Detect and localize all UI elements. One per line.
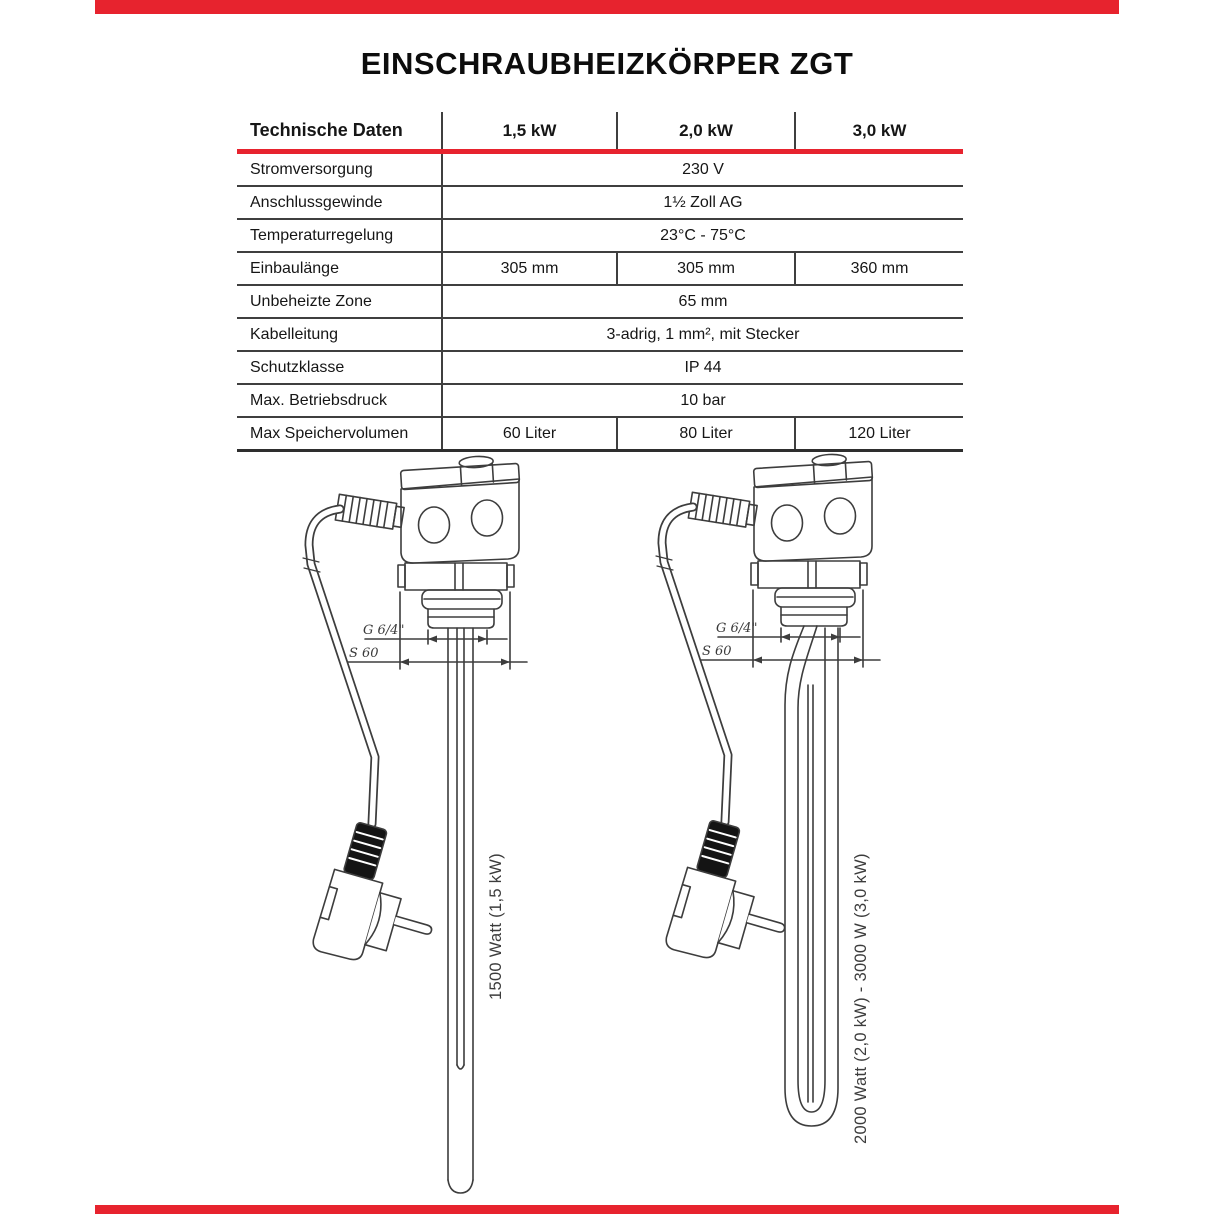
row-label: Anschlussgewinde — [237, 187, 443, 218]
heater-diagram-loop-element — [608, 450, 918, 1206]
row-value: IP 44 — [684, 358, 722, 376]
table-row-kabelleitung — [237, 319, 963, 352]
table-col-header-2-0kw: 2,0 kW — [618, 112, 796, 149]
row-value-1-5kw: 60 Liter — [443, 418, 618, 449]
loop-heating-element — [785, 626, 838, 1126]
table-row-einbaulaenge — [237, 253, 963, 286]
row-value: 65 mm — [678, 292, 728, 310]
row-label: Max. Betriebsdruck — [237, 385, 443, 416]
row-value-2-0kw: 80 Liter — [618, 418, 796, 449]
row-label: Kabelleitung — [237, 319, 443, 350]
heater-diagram-straight-element — [265, 452, 575, 1204]
bottom-red-bar — [95, 1205, 1119, 1214]
row-value-3-0kw: 360 mm — [850, 259, 909, 277]
row-value: 1½ Zoll AG — [663, 193, 743, 211]
row-label: Schutzklasse — [237, 352, 443, 383]
table-header-label: Technische Daten — [237, 112, 443, 149]
table-row-max-betriebsdruck — [237, 385, 963, 418]
row-value-1-5kw: 305 mm — [443, 253, 618, 284]
top-red-bar — [95, 0, 1119, 14]
table-row-stromversorgung — [237, 154, 963, 187]
row-label: Einbaulänge — [237, 253, 443, 284]
technical-data-table — [237, 112, 963, 452]
caption-1500-watt: 1500 Watt (1,5 kW) — [487, 853, 505, 1000]
straight-heating-rod — [448, 628, 473, 1193]
table-col-header-1-5kw: 1,5 kW — [443, 112, 618, 149]
row-label: Temperaturregelung — [237, 220, 443, 251]
table-header-row — [237, 112, 963, 149]
wrench-dimension-label: S 60 — [349, 646, 379, 661]
table-row-anschlussgewinde — [237, 187, 963, 220]
row-value-3-0kw: 120 Liter — [848, 424, 911, 442]
wrench-dimension-label: S 60 — [702, 644, 732, 659]
row-value: 3-adrig, 1 mm², mit Stecker — [606, 325, 800, 343]
table-row-unbeheizte-zone — [237, 286, 963, 319]
page-title: EINSCHRAUBHEIZKÖRPER ZGT — [360, 46, 854, 81]
row-value: 10 bar — [680, 391, 726, 409]
row-value-2-0kw: 305 mm — [618, 253, 796, 284]
row-value: 23°C - 75°C — [660, 226, 746, 244]
row-value: 230 V — [682, 160, 724, 178]
thread-dimension-label: G 6/4" — [716, 621, 758, 636]
caption-2000-3000-watt: 2000 Watt (2,0 kW) - 3000 W (3,0 kW) — [852, 853, 870, 1144]
table-row-schutzklasse — [237, 352, 963, 385]
row-label: Max Speichervolumen — [237, 418, 443, 449]
table-col-header-3-0kw: 3,0 kW — [852, 120, 907, 140]
row-label: Unbeheizte Zone — [237, 286, 443, 317]
table-row-temperaturregelung — [237, 220, 963, 253]
row-label: Stromversorgung — [237, 154, 443, 185]
table-row-max-speichervolumen — [237, 418, 963, 449]
thread-dimension-label: G 6/4" — [363, 623, 405, 638]
